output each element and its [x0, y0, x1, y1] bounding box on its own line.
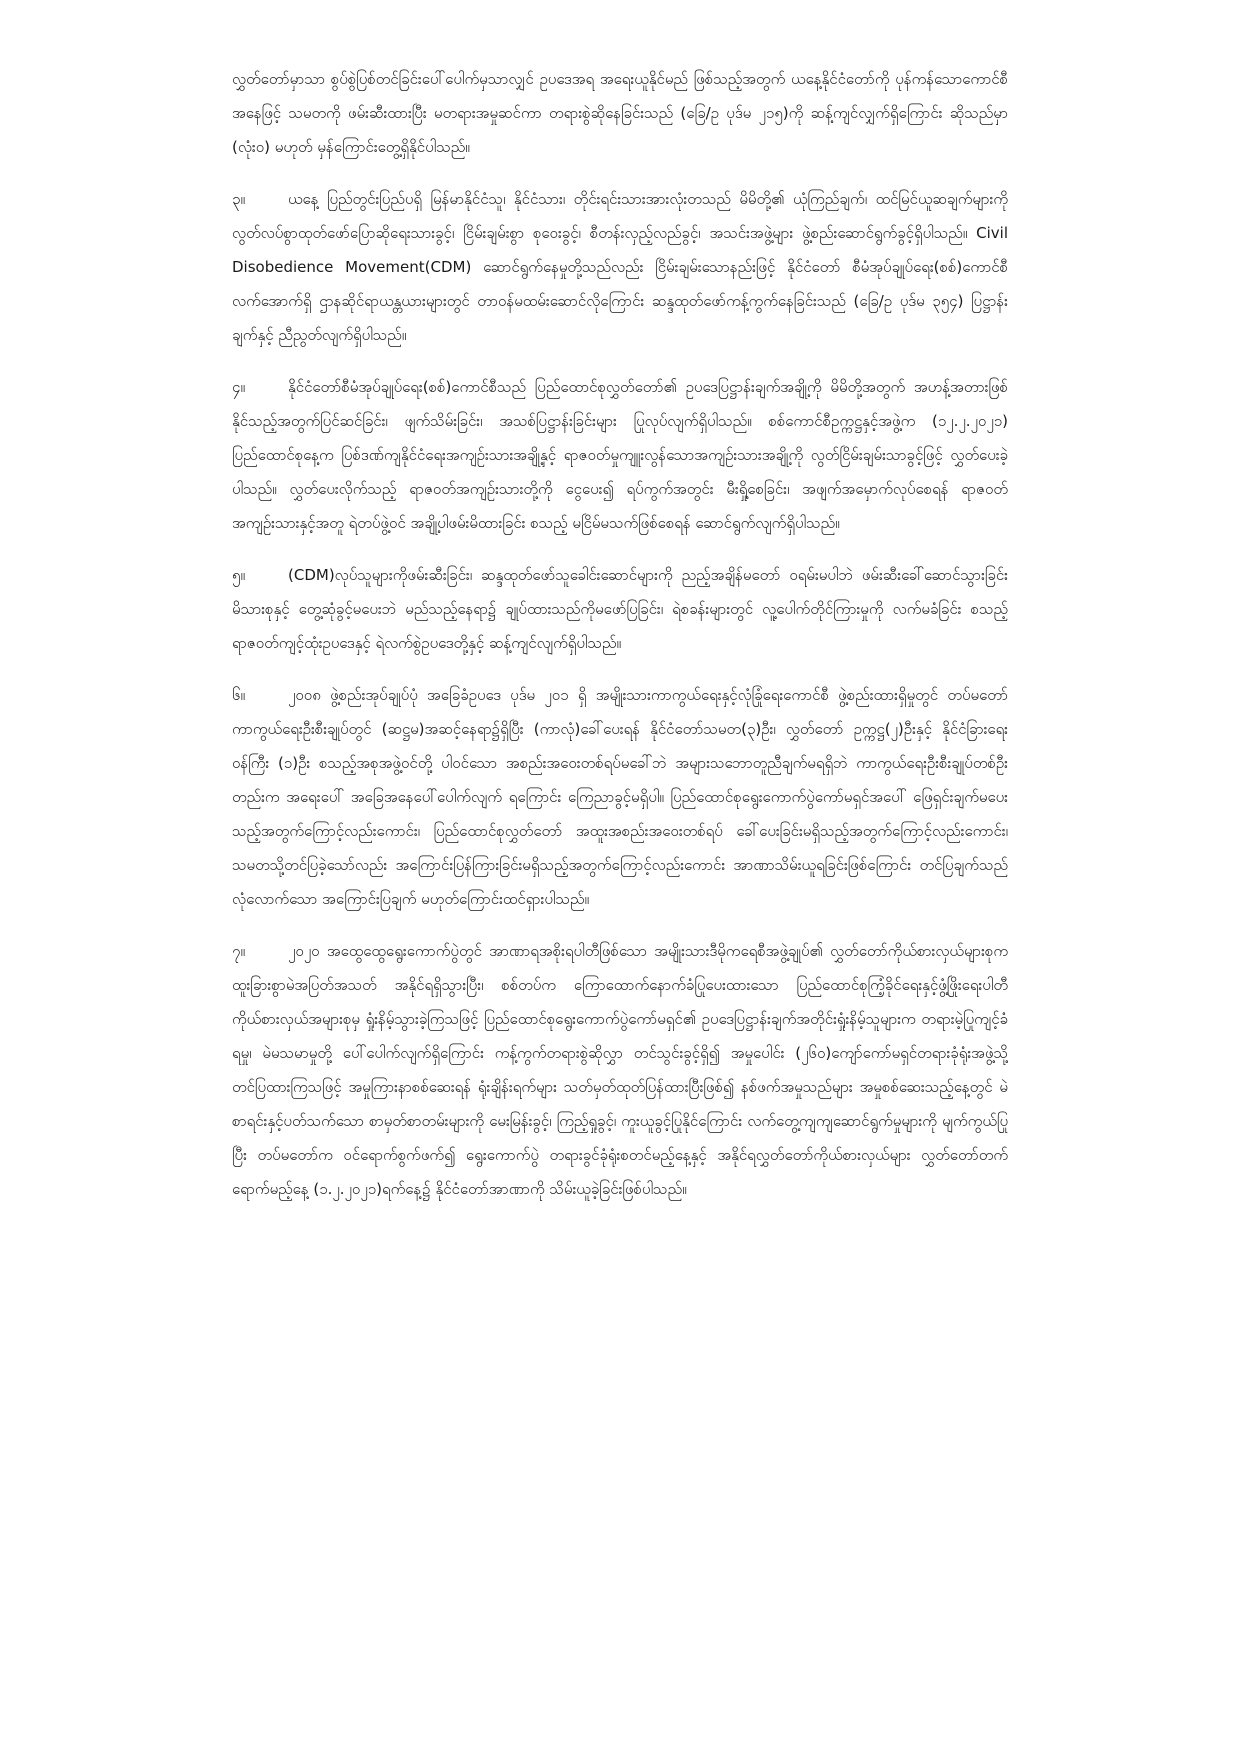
paragraph-number: ၇။	[232, 942, 245, 960]
paragraph-number: ၆။	[232, 686, 245, 704]
paragraph-5	[232, 558, 1008, 660]
paragraph-text: ၂၀၂၀ အထွေထွေရွေးကောက်ပွဲတွင် အာဏာရအစိုးရပါတီဖြစ်သော အမျိုးသားဒီမိုကရေစီအဖွဲ့ချုပ်၏ လွှတ်တော်ကိုယ်စားလှယ်များစုက ထူးခြားစွာမဲအပြတ်အသတ် အနိုင်ရရှိသွားပြီး၊ စစ်တပ်က ကြောထောက်နောက်ခံပြုပေးထားသော ပြည်ထောင်စုကြံ့ခိုင်ရေးနှင့်ဖွံ့ဖြိုးရေးပါတီ ကိုယ်စားလှယ်အများစုမှ ရှုံးနိမ့်သွားခဲ့ကြသဖြင့် ပြည်ထောင်စုရွေးကောက်ပွဲကော်မရှင်၏ ဥပဒေပြဋ္ဌာန်းချက်အတိုင်းရှုံးနိမ့်သူများက တရားမဲ့ပြုကျင့်ခံရမှု၊ မဲမသမာမှုတို့ ပေါ်ပေါက်လျက်ရှိကြောင်း ကန့်ကွက်တရားစွဲဆိုလွှာ တင်သွင်းခွင့်ရှိ၍ အမှုပေါင်း (၂၆၀)ကျော်ကော်မရှင်တရားခုံရုံးအဖွဲ့သို့ တင်ပြထားကြသဖြင့် အမှုကြားနာစစ်ဆေးရန် ရုံးချိန်းရက်များ သတ်မှတ်ထုတ်ပြန်ထားပြီးဖြစ်၍ နစ်ဖက်အမှုသည်များ အမှုစစ်ဆေးသည့်နေ့တွင် မဲစာရင်းနှင့်ပတ်သက်သော စာမှတ်စာတမ်းများကို မေးမြန်းခွင့်၊ ကြည့်ရှုခွင့်၊ ကူးယူခွင့်ပြုနိုင်ကြောင်း လက်တွေ့ကျကျဆောင်ရွက်မှုများကို မျက်ကွယ်ပြုပြီး တပ်မတော်က ဝင်ရောက်စွက်ဖက်၍ ရွေးကောက်ပွဲ တရားခွင်ခုံရုံးစတင်မည့်နေ့နှင့် အနိုင်ရလွှတ်တော်ကိုယ်စားလှယ်များ လွှတ်တော်တက်ရောက်မည့်နေ့ (၁.၂.၂၀၂၁)ရက်နေ့၌ နိုင်ငံတော်အာဏာကို သိမ်းယူခဲ့ခြင်းဖြစ်ပါသည်။	[232, 942, 1008, 1198]
paragraph-3	[232, 182, 1008, 352]
paragraph-text: (CDM)လုပ်သူများကိုဖမ်းဆီးခြင်း၊ ဆန္ဒထုတ်ဖော်သူခေါင်းဆောင်များကို ညည့်အချိန်မတော် ဝရမ်းမပါဘဲ ဖမ်းဆီးခေါ်ဆောင်သွားခြင်းမိသားစုနှင့် တွေ့ဆုံခွင့်မပေးဘဲ မည်သည့်နေရာ၌ ချုပ်ထားသည်ကိုမဖော်ပြခြင်း၊ ရဲစခန်းများတွင် လူ့ပေါက်တိုင်ကြားမှုကို လက်မခံခြင်း စသည့် ရာဇဝတ်ကျင့်ထုံးဥပဒေနှင့် ရဲလက်စွဲဥပဒေတို့နှင့် ဆန့်ကျင်လျက်ရှိပါသည်။	[232, 566, 1008, 652]
document-page	[232, 62, 1008, 1702]
paragraph-7	[232, 934, 1008, 1206]
paragraph-4	[232, 370, 1008, 540]
paragraph-6	[232, 678, 1008, 916]
paragraph-number: ၄။	[232, 378, 245, 396]
paragraph-text: ယနေ့ ပြည်တွင်းပြည်ပရှိ မြန်မာနိုင်ငံသူ၊ နိုင်ငံသား၊ တိုင်းရင်းသားအားလုံးတသည် မိမိတို့၏ ယုံကြည်ချက်၊ ထင်မြင်ယူဆချက်များကို လွတ်လပ်စွာထုတ်ဖော်ပြောဆိုရေးသားခွင့်၊ ငြိမ်းချမ်းစွာ စုဝေးခွင့်၊ စီတန်းလှည့်လည်ခွင့်၊ အသင်းအဖွဲ့များ ဖွဲ့စည်းဆောင်ရွက်ခွင့်ရှိပါသည်။ Civil Disobedience Movement(CDM) ဆောင်ရွက်နေမှုတို့သည်လည်း ငြိမ်းချမ်းသောနည်းဖြင့် နိုင်ငံတော် စီမံအုပ်ချုပ်ရေး(စစ်)ကောင်စီ လက်အောက်ရှိ ဌာနဆိုင်ရာယန္တယားများတွင် တာဝန်မထမ်းဆောင်လိုကြောင်း ဆန္ဒထုတ်ဖော်ကန့်ကွက်နေခြင်းသည် (ခြေ/ဥ ပုဒ်မ ၃၅၄) ပြဋ္ဌာန်းချက်နှင့် ညီညွတ်လျက်ရှိပါသည်။	[232, 190, 1008, 344]
paragraph-continuation	[232, 62, 1008, 164]
paragraph-text: နိုင်ငံတော်စီမံအုပ်ချုပ်ရေး(စစ်)ကောင်စီသည် ပြည်ထောင်စုလွှတ်တော်၏ ဥပဒေပြဋ္ဌာန်းချက်အချို့ကို မိမိတို့အတွက် အဟန့်အတားဖြစ်နိုင်သည့်အတွက်ပြင်ဆင်ခြင်း၊ ဖျက်သိမ်းခြင်း၊ အသစ်ပြဋ္ဌာန်းခြင်းများ ပြုလုပ်လျက်ရှိပါသည်။ စစ်ကောင်စီဥက္ကဋ္ဌနှင့်အဖွဲ့က (၁၂.၂.၂၀၂၁) ပြည်ထောင်စုနေ့က ပြစ်ဒဏ်ကျနိုင်ငံရေးအကျဉ်းသားအချို့နှင့် ရာဇဝတ်မှုကျူးလွန်သောအကျဉ်းသားအချို့ကို လွတ်ငြိမ်းချမ်းသာခွင့်ဖြင့် လွှတ်ပေးခဲ့ပါသည်။ လွှတ်ပေးလိုက်သည့် ရာဇဝတ်အကျဉ်းသားတို့ကို ငွေပေး၍ ရပ်ကွက်အတွင်း မီးရှို့စေခြင်း၊ အဖျက်အမှောက်လုပ်စေရန် ရာဇဝတ်အကျဉ်းသားနှင့်အတူ ရဲတပ်ဖွဲ့ဝင် အချို့ပါဖမ်းမိထားခြင်း စသည့် မငြိမ်မသက်ဖြစ်စေရန် ဆောင်ရွက်လျက်ရှိပါသည်။	[232, 378, 1008, 532]
paragraph-number: ၃။	[232, 190, 245, 208]
paragraph-text: လွှတ်တော်မှာသာ စွပ်စွဲပြစ်တင်ခြင်းပေါ်ပေါက်မှသာလျှင် ဥပဒေအရ အရေးယူနိုင်မည် ဖြစ်သည့်အတွက် ယနေ့နိုင်ငံတော်ကို ပုန်ကန်သောကောင်စီအနေဖြင့် သမတကို ဖမ်းဆီးထားပြီး မတရားအမှုဆင်ကာ တရားစွဲဆိုနေခြင်းသည် (ခြေ/ဥ ပုဒ်မ ၂၁၅)ကို ဆန့်ကျင်လျှက်ရှိကြောင်း ဆိုသည်မှာ (လုံး၀) မဟုတ် မှန်ကြောင်းတွေ့ရှိနိုင်ပါသည်။	[232, 70, 1008, 156]
paragraph-number: ၅။	[232, 566, 245, 584]
paragraph-text: ၂၀၀၈ ဖွဲ့စည်းအုပ်ချုပ်ပုံ အခြေခံဥပဒေ ပုဒ်မ ၂၀၁ ရှိ အမျိုးသားကာကွယ်ရေးနှင့်လုံခြုံရေးကောင်စီ ဖွဲ့စည်းထားရှိမှုတွင် တပ်မတော်ကာကွယ်ရေးဦးစီးချုပ်တွင် (ဆဋ္ဌမ)အဆင့်နေရာ၌ရှိပြီး (ကာလုံ)ခေါ်ပေးရန် နိုင်ငံတော်သမတ(၃)ဦး၊ လွှတ်တော် ဥက္ကဋ္ဌ(၂)ဦးနှင့် နိုင်ငံခြားရေးဝန်ကြီး (၁)ဦး စသည့်အစုအဖွဲ့ဝင်တို့ ပါဝင်သော အစည်းအဝေးတစ်ရပ်မခေါ်ဘဲ အများသဘောတူညီချက်မရရှိဘဲ ကာကွယ်ရေးဦးစီးချုပ်တစ်ဦးတည်းက အရေးပေါ် အခြေအနေပေါ်ပေါက်လျက် ရကြောင်း ကြေညာခွင့်မရှိပါ။ ပြည်ထောင်စုရွေးကောက်ပွဲကော်မရှင်အပေါ် ဖြေရှင်းချက်မပေးသည့်အတွက်ကြောင့်လည်းကောင်း၊ ပြည်ထောင်စုလွှတ်တော် အထူးအစည်းအဝေးတစ်ရပ် ခေါ်ပေးခြင်းမရှိသည့်အတွက်ကြောင့်လည်းကောင်း၊ သမတသို့တင်ပြခဲ့သော်လည်း အကြောင်းပြန်ကြားခြင်းမရှိသည့်အတွက်ကြောင့်လည်းကောင်း အာဏာသိမ်းယူရခြင်းဖြစ်ကြောင်း တင်ပြချက်သည် လုံလောက်သော အကြောင်းပြချက် မဟုတ်ကြောင်းထင်ရှားပါသည်။	[232, 686, 1008, 908]
